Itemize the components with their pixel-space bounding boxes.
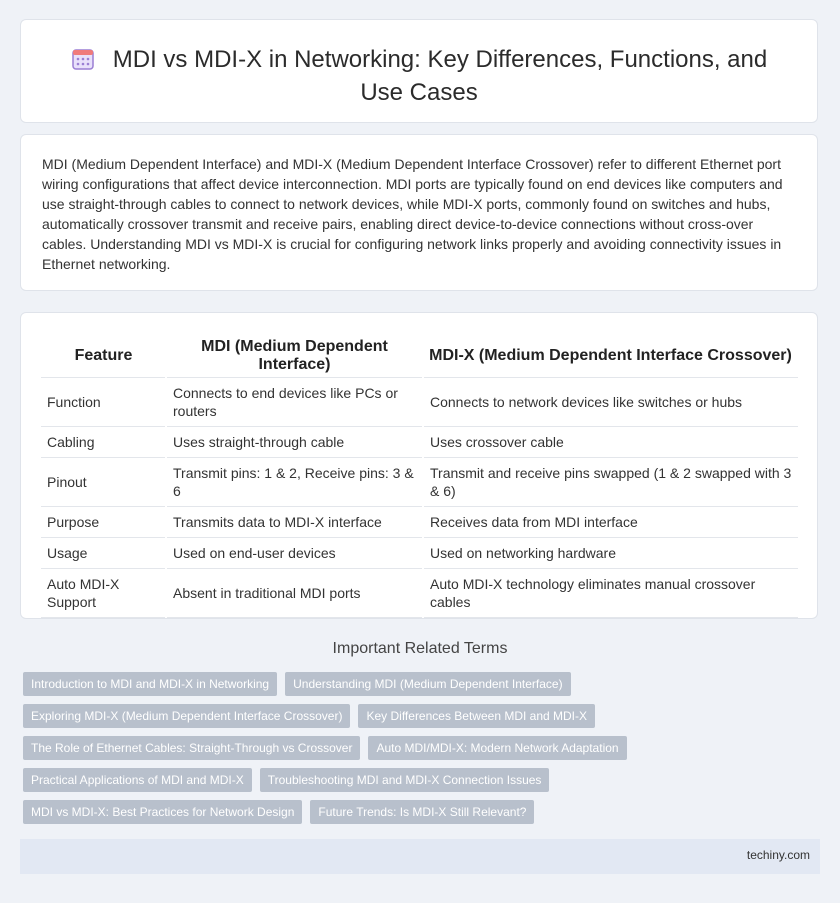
intro-card [20,134,818,291]
table-cell: Receives data from MDI interface [423,507,798,538]
table-row [41,569,798,618]
tag-row [23,704,823,728]
related-term-link[interactable]: The Role of Ethernet Cables: Straight-Through vs Crossover [23,736,360,760]
related-term-link[interactable]: MDI vs MDI-X: Best Practices for Network Design [23,800,302,824]
related-term-link[interactable]: Exploring MDI-X (Medium Dependent Interface Crossover) [23,704,350,728]
related-term-link[interactable]: Practical Applications of MDI and MDI-X [23,768,252,792]
header-feature: Feature [41,334,166,378]
related-terms-list [23,672,823,832]
comparison-table [41,334,798,618]
tag-row [23,800,823,824]
table-header-row [41,334,798,378]
table-cell: Uses straight-through cable [166,427,423,458]
tag-row [23,672,823,696]
table-row [41,458,798,507]
title-card [20,19,818,123]
table-cell: Usage [41,538,166,569]
page-title-wrapper [21,45,817,107]
table-cell: Connects to end devices like PCs or routers [166,378,423,427]
table-row [41,538,798,569]
comparison-card [20,312,818,619]
tag-row [23,736,823,760]
footer-site-link[interactable]: techiny.com [746,848,810,862]
table-cell: Pinout [41,458,166,507]
header-mdix: MDI-X (Medium Dependent Interface Crossover) [423,334,798,378]
related-term-link[interactable]: Future Trends: Is MDI-X Still Relevant? [310,800,534,824]
table-cell: Used on end-user devices [166,538,423,569]
table-cell: Purpose [41,507,166,538]
table-cell: Auto MDI-X Support [41,569,166,618]
intro-paragraph: MDI (Medium Dependent Interface) and MDI-X (Medium Dependent Interface Crossover) refer to different Ethernet port wiring configurations that affect device interconnection. MDI ports are typically found on end devices like computers and use straight-through cables to connect to network devices, while MDI-X ports, commonly found on switches and hubs, automatically crossover transmit and receive pairs, enabling direct device-to-device connections without cross-over cables. Understanding MDI vs MDI-X is crucial for configuring network links properly and avoiding connectivity issues in Ethernet networking. [42,156,783,272]
header-mdi: MDI (Medium Dependent Interface) [166,334,423,378]
table-cell: Cabling [41,427,166,458]
table-cell: Used on networking hardware [423,538,798,569]
related-terms-title: Important Related Terms [332,640,508,657]
calendar-icon [71,47,95,78]
footer [20,839,820,874]
related-term-link[interactable]: Auto MDI/MDI-X: Modern Network Adaptation [368,736,626,760]
table-cell: Absent in traditional MDI ports [166,569,423,618]
table-row [41,378,798,427]
related-term-link[interactable]: Understanding MDI (Medium Dependent Interface) [285,672,570,696]
page-title: MDI vs MDI-X in Networking: Key Differences, Functions, and Use Cases [112,46,768,106]
table-row [41,507,798,538]
table-cell: Uses crossover cable [423,427,798,458]
table-cell: Auto MDI-X technology eliminates manual crossover cables [423,569,798,618]
table-cell: Connects to network devices like switches or hubs [423,378,798,427]
table-row [41,427,798,458]
related-term-link[interactable]: Troubleshooting MDI and MDI-X Connection Issues [260,768,550,792]
tag-row [23,768,823,792]
related-term-link[interactable]: Key Differences Between MDI and MDI-X [358,704,595,728]
related-term-link[interactable]: Introduction to MDI and MDI-X in Networking [23,672,277,696]
table-cell: Function [41,378,166,427]
table-cell: Transmit and receive pins swapped (1 & 2 swapped with 3 & 6) [423,458,798,507]
table-cell: Transmits data to MDI-X interface [166,507,423,538]
table-cell: Transmit pins: 1 & 2, Receive pins: 3 & 6 [166,458,423,507]
